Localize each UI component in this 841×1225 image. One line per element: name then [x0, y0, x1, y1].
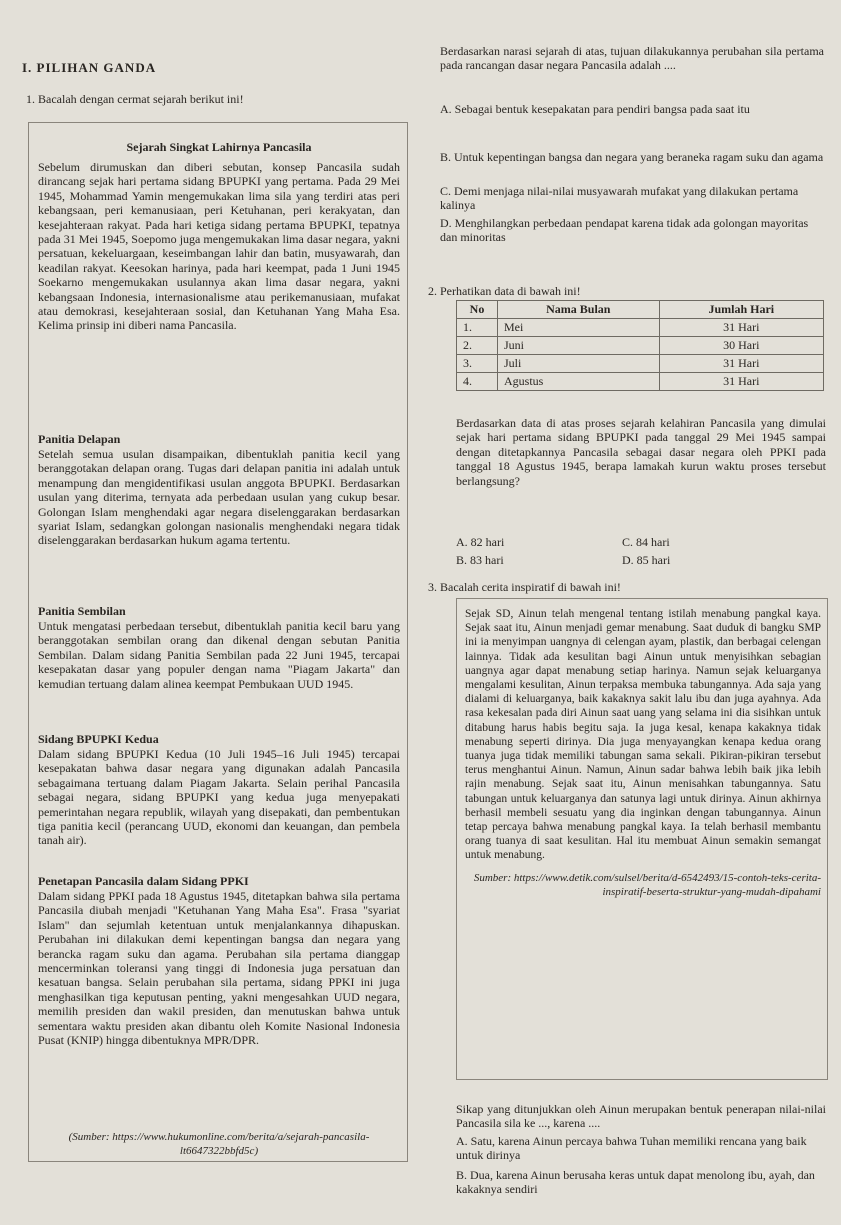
table-cell: 2. — [457, 337, 498, 355]
table-header-row — [457, 301, 824, 319]
question-3-stem: Sikap yang ditunjukkan oleh Ainun merupakan bentuk penerapan nilai-nilai Pancasila sila ke ..., karena .... — [456, 1102, 826, 1131]
heading-penetapan-ppki: Penetapan Pancasila dalam Sidang PPKI — [38, 874, 249, 888]
question-2-option-a[interactable]: A. 82 hari — [456, 535, 505, 549]
heading-panitia-delapan: Panitia Delapan — [38, 432, 121, 446]
table-cell: 3. — [457, 355, 498, 373]
story-source: Sumber: https://www.detik.com/sulsel/berita/d-6542493/15-contoh-teks-cerita-inspiratif-beserta-struktur-yang-mudah-dipahami — [473, 871, 821, 898]
question-3-option-b[interactable]: B. Dua, karena Ainun berusaha keras untuk dapat menolong ibu, ayah, dan kakaknya sendiri — [456, 1168, 815, 1197]
question-3-prompt: 3. Bacalah cerita inspiratif di bawah ini! — [428, 580, 621, 594]
table-cell: 31 Hari — [659, 373, 823, 391]
table-cell: 4. — [457, 373, 498, 391]
table-cell: 1. — [457, 319, 498, 337]
table-cell: 30 Hari — [659, 337, 823, 355]
table-header-no: No — [457, 301, 498, 319]
question-2-option-c[interactable]: C. 84 hari — [622, 535, 670, 549]
question-2-option-b[interactable]: B. 83 hari — [456, 553, 504, 567]
question-1-option-d[interactable]: D. Menghilangkan perbedaan pendapat karena tidak ada golongan mayoritas dan minoritas — [440, 216, 809, 245]
table-row — [457, 337, 824, 355]
paragraph-sidang-kedua: Dalam sidang BPUPKI Kedua (10 Juli 1945–16 Juli 1945) tercapai kesepakatan bahwa dasar negara yang digunakan adalah Pancasila sebagaimana tertuang dalam Piagam Jakarta. Selain perihal Pancasila sebagai negara, sidang BPUPKI yang kedua juga menyepakati pemerintahan negara republik, wilayah yang disepakati, dan pembentukan tiga panitia kecil (perancang UUD, ekonomi dan keuangan, dan pembela tanah air). — [38, 747, 400, 848]
passage-paragraph-1: Sebelum dirumuskan dan diberi sebutan, konsep Pancasila sudah dirancang sejak hari pertama sidang BPUPKI yang pertama. Pada 29 Mei 1945, Mohammad Yamin mengemukakan lima sila yang terdiri atas peri kebangsaan, peri kemanusiaan, peri Ketuhanan, peri kerakyatan, dan kesejahteraan rakyat. Pada hari ketiga sidang pertama BPUPKI, tepatnya pada 31 Mei 1945, Soepomo juga mengemukakan lima dasar negara, yakni persatuan, kekeluargaan, keseimbangan lahir dan batin, musyawarah, dan keadilan rakyat. Keesokan harinya, pada hari keempat, pada 1 Juni 1945 Soekarno mengemukakan usulannya akan lima dasar negara, yakni kebangsaan Indonesia, internasionalisme atau perikemanusiaan, mufakat atau demokrasi, kesejahteraan sosial, dan Ketuhanan Yang Maha Esa. Kelima prinsip ini diberi nama Pancasila. — [38, 160, 400, 333]
question-2-option-d[interactable]: D. 85 hari — [622, 553, 671, 567]
question-1-option-a[interactable]: A. Sebagai bentuk kesepakatan para pendiri bangsa pada saat itu — [440, 102, 750, 116]
passage-source: (Sumber: https://www.hukumonline.com/berita/a/sejarah-pancasila-lt6647322bbfd5c) — [68, 1131, 370, 1157]
table-header-month: Nama Bulan — [498, 301, 660, 319]
story-text: Sejak SD, Ainun telah mengenal tentang istilah menabung pangkal kaya. Sejak saat itu, Ainun menjadi gemar menabung. Saat duduk di bangku SMP ini ia menyimpan uangnya di celengan ayam, plastik, dan berbagai celengan lainnya. Tidak ada kesulitan bagi Ainun untuk menyisihkan sebagian uangnya agar dapat menabung setiap harinya. Namun sejak keluarganya mengalami kesulitan, Ainun terpaksa membuka tabungannya. Ada saja yang dialami di keluarganya, baik kakaknya sakit lalu ibu dan juga ayahnya. Ada rasa kekesalan pada diri Ainun saat uang yang selama ini dia sisihkan untuk ditabung harus habis begitu saja. Ia juga kesal, kenapa kakaknya tidak menabung seperti dirinya. Dia juga menyayangkan kenapa kedua orang tuanya juga tidak memiliki tabungan sama sekali. Pikiran-pikiran tersebut terus menghantui Ainun. Namun, Ainun sadar bahwa lebih baik jika lebih rajin menabung. Sejak saat itu, Ainun menisahkan tabungannya. Satu tabungan untuk keluarganya dan satunya lagi untuk dirinya. Ainun akhirnya berhasil membeli sesuatu yang dia inginkan dengan tabungannya. Ainun tetap percaya bahwa menabung pangkal kaya. Ia telah berhasil membantu orang tuanya di saat kesulitan. Hal itu membuat Ainun semakin semangat untuk menabung. — [465, 608, 821, 862]
paragraph-penetapan-ppki: Dalam sidang PPKI pada 18 Agustus 1945, ditetapkan bahwa sila pertama Pancasila diubah menjadi "Ketuhanan Yang Maha Esa". Frasa "syariat Islam" dan sejumlah ketentuan untuk menjalankannya dihapuskan. Perubahan ini dilakukan demi kepentingan bangsa dan negara yang berancka ragam suku dan agama. Perubahan sila pertama dianggap mencerminkan toleransi yang tinggi di Indonesia juga persatuan dan kesatuan bangsa. Selain perubahan sila pertama, sidang PPKI ini juga menghasilkan tiga keputusan penting, yakni mengesahkan UUD negara, memilih presiden dan wakil presiden, dan menutuskan bahwa untuk sementara waktu presiden akan dibantu oleh Komite Nasional Indonesia Pusat (KNIP) hingga dibentuknya MPR/DPR. — [38, 889, 400, 1048]
story-box — [456, 598, 828, 1080]
table-cell: Mei — [498, 319, 660, 337]
question-1-stem: Berdasarkan narasi sejarah di atas, tujuan dilakukannya perubahan sila pertama pada rancangan dasar negara Pancasila adalah .... — [440, 44, 824, 73]
question-1-prompt: 1. Bacalah dengan cermat sejarah berikut ini! — [26, 92, 244, 106]
table-cell: Agustus — [498, 373, 660, 391]
table-row — [457, 319, 824, 337]
question-3-option-a[interactable]: A. Satu, karena Ainun percaya bahwa Tuhan memiliki rencana yang baik untuk dirinya — [456, 1134, 807, 1163]
table-row — [457, 373, 824, 391]
question-1-option-b[interactable]: B. Untuk kepentingan bangsa dan negara yang beraneka ragam suku dan agama — [440, 150, 824, 164]
question-2-text: Berdasarkan data di atas proses sejarah kelahiran Pancasila yang dimulai sejak hari pertama sidang BPUPKI pada tanggal 29 Mei 1945 sampai dengan ditetapkannya Pancasila sebagai dasar negara oleh PPKI pada tanggal 18 Agustus 1945, berapa lamakah kurun waktu proses tersebut berlangsung? — [456, 416, 826, 488]
table-row — [457, 355, 824, 373]
heading-panitia-sembilan: Panitia Sembilan — [38, 604, 126, 618]
section-title: I. PILIHAN GANDA — [22, 60, 157, 75]
table-header-days: Jumlah Hari — [659, 301, 823, 319]
month-table — [456, 300, 824, 391]
paragraph-panitia-delapan: Setelah semua usulan disampaikan, dibentuklah panitia kecil yang beranggotakan delapan orang. Tugas dari delapan panitia ini adalah untuk menampung dan mengidentifikasi usulan anggota BPUPKI. Berdasarkan usulan yang diterima, ternyata ada perbedaan usulan yang cukup besar. Golongan Islam menghendaki agar negara diselenggarakan berdasarkan syariat Islam, sedangkan golongan nasionalis menghendaki negara tidak diselenggarakan berdasarkan hukum agama tertentu. — [38, 447, 400, 548]
heading-sidang-kedua: Sidang BPUPKI Kedua — [38, 732, 159, 746]
passage-title: Sejarah Singkat Lahirnya Pancasila — [126, 140, 312, 154]
table-cell: 31 Hari — [659, 319, 823, 337]
paragraph-panitia-sembilan: Untuk mengatasi perbedaan tersebut, dibentuklah panitia kecil baru yang beranggotakan sembilan orang dan dikenal dengan sebutan Panitia Sembilan. Dalam sidang Panitia Sembilan pada 22 Juni 1945, tercapai kesepakatan dasar yang populer dengan nama "Piagam Jakarta" dan kemudian tertuang dalam alinea keempat Pembukaan UUD 1945. — [38, 619, 400, 691]
table-cell: Juli — [498, 355, 660, 373]
question-1-option-c[interactable]: C. Demi menjaga nilai-nilai musyawarah mufakat yang dilakukan pertama kalinya — [440, 184, 799, 213]
table-cell: 31 Hari — [659, 355, 823, 373]
table-cell: Juni — [498, 337, 660, 355]
question-2-prompt: 2. Perhatikan data di bawah ini! — [428, 284, 581, 298]
